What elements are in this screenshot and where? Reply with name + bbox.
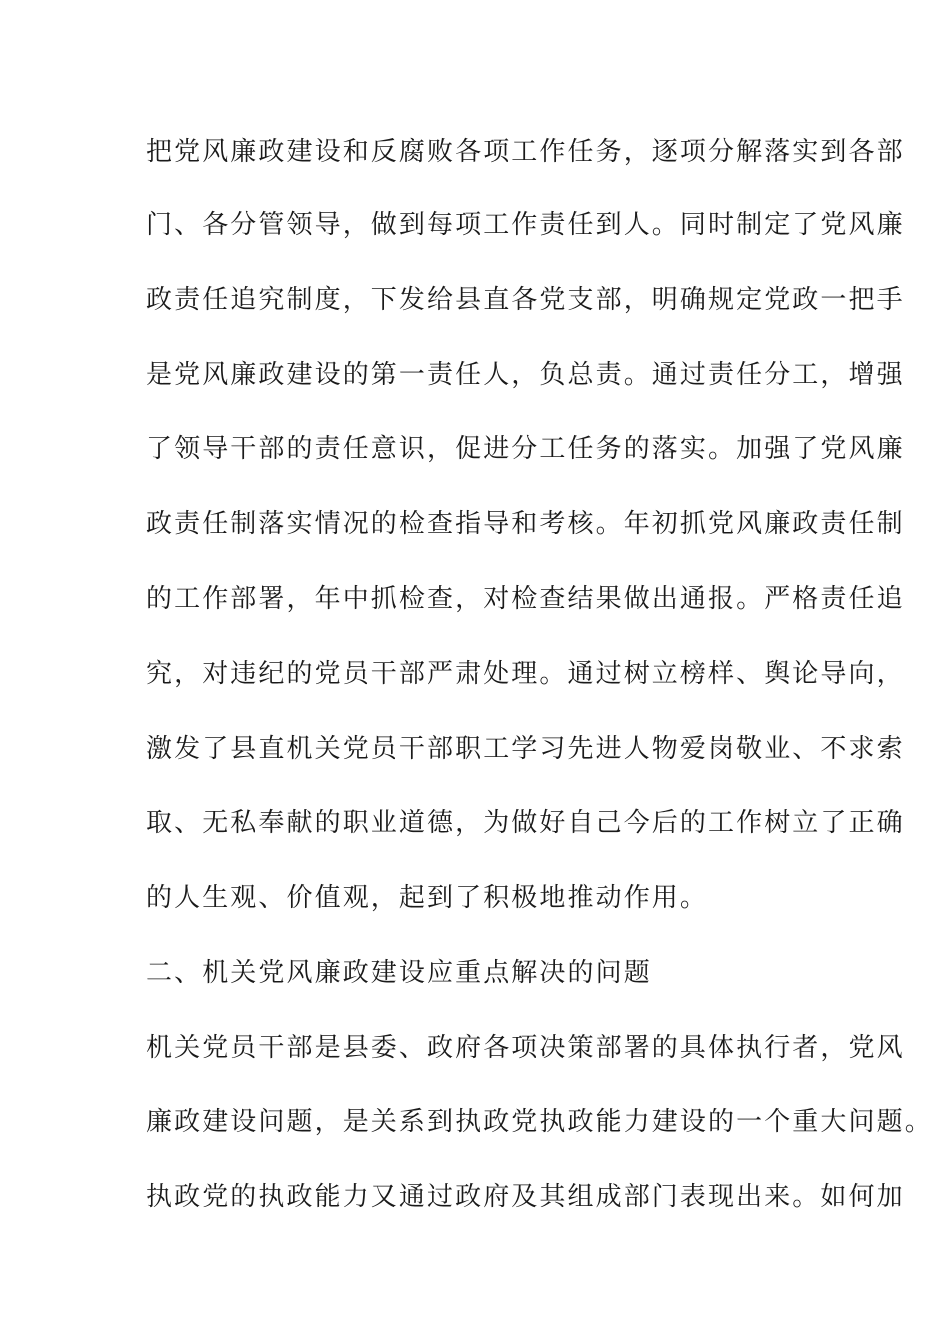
paragraph-line: 的人生观、价值观，起到了积极地推动作用。 [146, 883, 709, 913]
paragraph-line: 把党风廉政建设和反腐败各项工作任务，逐项分解落实到各部 [146, 137, 905, 167]
paragraph-line: 门、各分管领导，做到每项工作责任到人。同时制定了党风廉 [146, 210, 905, 240]
section-heading: 二、机关党风廉政建设应重点解决的问题 [146, 958, 652, 988]
paragraph-line: 政责任追究制度，下发给县直各党支部，明确规定党政一把手 [146, 285, 905, 315]
paragraph-line: 是党风廉政建设的第一责任人，负总责。通过责任分工，增强 [146, 360, 905, 390]
paragraph-line: 了领导干部的责任意识，促进分工任务的落实。加强了党风廉 [146, 434, 905, 464]
paragraph-line: 执政党的执政能力又通过政府及其组成部门表现出来。如何加 [146, 1182, 905, 1212]
paragraph-line: 的工作部署，年中抓检查，对检查结果做出通报。严格责任追 [146, 584, 905, 614]
paragraph-line: 政责任制落实情况的检查指导和考核。年初抓党风廉政责任制 [146, 509, 905, 539]
paragraph-line: 机关党员干部是县委、政府各项决策部署的具体执行者，党风 [146, 1033, 905, 1063]
paragraph-line: 廉政建设问题，是关系到执政党执政能力建设的一个重大问题。 [146, 1107, 933, 1137]
paragraph-line: 激发了县直机关党员干部职工学习先进人物爱岗敬业、不求索 [146, 734, 905, 764]
paragraph-line: 取、无私奉献的职业道德，为做好自己今后的工作树立了正确 [146, 808, 905, 838]
paragraph-line: 究，对违纪的党员干部严肃处理。通过树立榜样、舆论导向， [146, 659, 905, 689]
